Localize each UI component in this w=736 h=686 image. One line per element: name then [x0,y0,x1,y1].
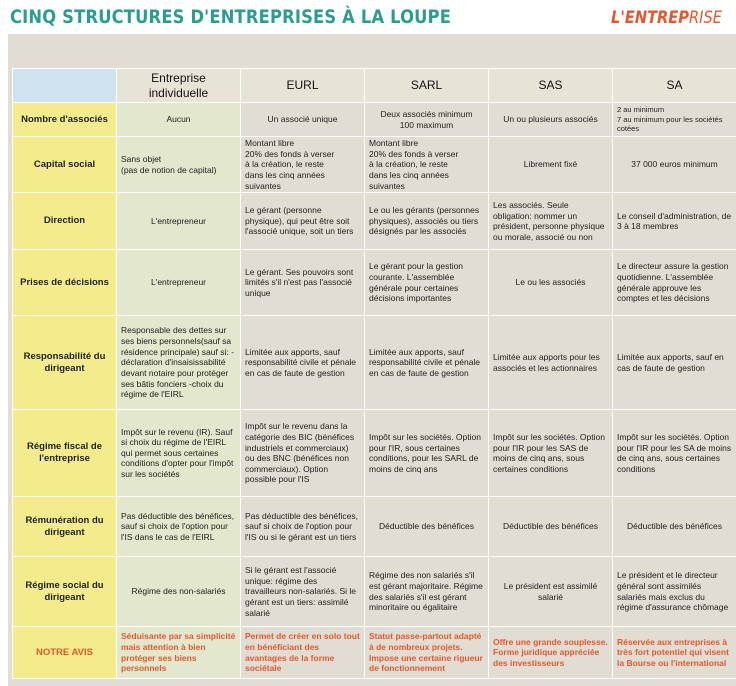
table-row-avis [13,627,736,679]
table-cell: Le ou les gérants (personnes physiques), associés ou tiers désignés par les associés [365,193,489,250]
table-cell: Sans objet (pas de notion de capital) [117,137,241,193]
table-cell: 37 000 euros minimum [613,137,736,193]
table-row [13,103,736,137]
table-cell: 2 au minimum 7 au minimum pour les sociétés cotées [613,103,736,137]
table-cell: Limitée aux apports, sauf en cas de faute de gestion [613,316,736,410]
table-cell: Le gérant pour la gestion courante. L'assemblée générale pour certaines décisions importantes [365,250,489,316]
table-cell: Déductible des bénéfices [613,497,736,557]
table-cell: Statut passe-partout adapté à de nombreux projets. Impose une certaine rigueur de fonctionnement [365,627,489,679]
table-cell: Le gérant. Ses pouvoirs sont limités s'il n'est pas l'associé unique [241,250,365,316]
table-cell: Les associés. Seule obligation: nommer un président, personne physique ou morale, associé ou non [489,193,613,250]
row-header: Prises de décisions [13,250,117,316]
table-cell: Offre une grande souplesse. Forme juridique appréciée des investisseurs [489,627,613,679]
table-cell: Aucun [117,103,241,137]
table-cell: Le président et le directeur général sont assimilés salariés mais exclus du régime d'assurance chômage [613,557,736,627]
table-cell: Montant libre 20% des fonds à verser à la création, le reste dans les cinq années suivantes [365,137,489,193]
table-cell: Librement fixé [489,137,613,193]
table-row [13,193,736,250]
table-cell: Un ou plusieurs associés [489,103,613,137]
table-cell: Pas déductible des bénéfices, sauf si choix de l'option pour l'IS dans le cas de l'EIRL [117,497,241,557]
table-cell: Permet de créer en solo tout en bénéficiant des avantages de la forme sociétale [241,627,365,679]
table-cell: Réservée aux entreprises à très fort potentiel qui visent la Bourse ou l'international [613,627,736,679]
table-cell: Montant libre 20% des fonds à verser à la création, le reste dans les cinq années suivantes [241,137,365,193]
table-cell: Limitée aux apports pour les associés et les actionnaires [489,316,613,410]
table-row [13,316,736,410]
table-cell: Deux associés minimum 100 maximum [365,103,489,137]
column-header-sa: SA [613,69,736,103]
brand-logo-tail: RISE [689,8,722,28]
row-header: Régime social du dirigeant [13,557,117,627]
page-title: CINQ STRUCTURES D'ENTREPRISES À LA LOUPE [10,6,452,28]
table-row [13,137,736,193]
table-cell: L'entrepreneur [117,250,241,316]
table-row [13,557,736,627]
column-header-ei: Entreprise individuelle [117,69,241,103]
table-cell: Le gérant (personne physique), qui peut être soit l'associé unique, soit un tiers [241,193,365,250]
table-cell: Régime des non salariés s'il est gérant majoritaire. Régime des salariés s'il est gérant minoritaire ou égalitaire [365,557,489,627]
table-cell: Le directeur assure la gestion quotidienne. L'assemblée générale approuve les comptes et les décisions [613,250,736,316]
table-cell: Impôt sur les sociétés. Option pour l'IR, sous certaines conditions, pour les SARL de moins de cinq ans [365,410,489,497]
corner-cell [13,69,117,103]
row-header: Régime fiscal de l'entreprise [13,410,117,497]
table-cell: Limitée aux apports, sauf responsabilité civile et pénale en cas de faute de gestion [241,316,365,410]
row-header-avis: NOTRE AVIS [13,627,117,679]
table-cell: L'entrepreneur [117,193,241,250]
column-header-sas: SAS [489,69,613,103]
table-row [13,497,736,557]
table-panel [8,34,736,686]
column-header-sarl: SARL [365,69,489,103]
header-row [13,69,736,103]
row-header: Capital social [13,137,117,193]
table-cell: Le conseil d'administration, de 3 à 18 membres [613,193,736,250]
table-cell: Si le gérant est l'associé unique: régime des travailleurs non-salariés. Si le gérant est un tiers: assimilé salarié [241,557,365,627]
row-header: Rémunération du dirigeant [13,497,117,557]
table-cell: Impôt sur le revenu dans la catégorie des BIC (bénéfices industriels et commerciaux) ou des BNC (bénéfices non commerciaux). Option possible pour l'IS [241,410,365,497]
column-header-eurl: EURL [241,69,365,103]
table-cell: Séduisante par sa simplicité mais attention à bien protéger ses biens personnels [117,627,241,679]
table-cell: Le président est assimilé salarié [489,557,613,627]
table-cell: Impôt sur le revenu (IR). Sauf si choix du régime de l'EIRL qui permet sous certaines conditions d'opter pour l'impôt sur les sociétés [117,410,241,497]
brand-logo-main: L'ENTREP [611,8,690,28]
table-cell: Impôt sur les sociétés. Option pour l'IR pour les SA de moins de cinq ans, sous certaines conditions [613,410,736,497]
table-cell: Déductible des bénéfices [365,497,489,557]
row-header: Nombre d'associés [13,103,117,137]
table-cell: Le ou les associés [489,250,613,316]
row-header: Direction [13,193,117,250]
table-cell: Pas déductible des bénéfices, sauf si choix de l'option pour l'IS ou si le gérant est un tiers [241,497,365,557]
row-header: Responsabilité du dirigeant [13,316,117,410]
comparison-table [12,68,736,679]
table-cell: Déductible des bénéfices [489,497,613,557]
table-cell: Responsable des dettes sur ses biens personnels(sauf sa résidence principale) sauf si: - déclaration d'insaisissabilité devant notaire pour protéger ses bâtis fonciers -choix du régime de l'EIRL [117,316,241,410]
table-cell: Limitée aux apports, sauf responsabilité civile et pénale en cas de faute de gestion [365,316,489,410]
table-cell: Un associé unique [241,103,365,137]
table-cell: Impôt sur les sociétés. Option pour l'IR pour les SAS de moins de cinq ans, sous certaines conditions [489,410,613,497]
table-row [13,410,736,497]
table-row [13,250,736,316]
table-cell: Régime des non-salariés [117,557,241,627]
brand-logo [611,8,722,28]
